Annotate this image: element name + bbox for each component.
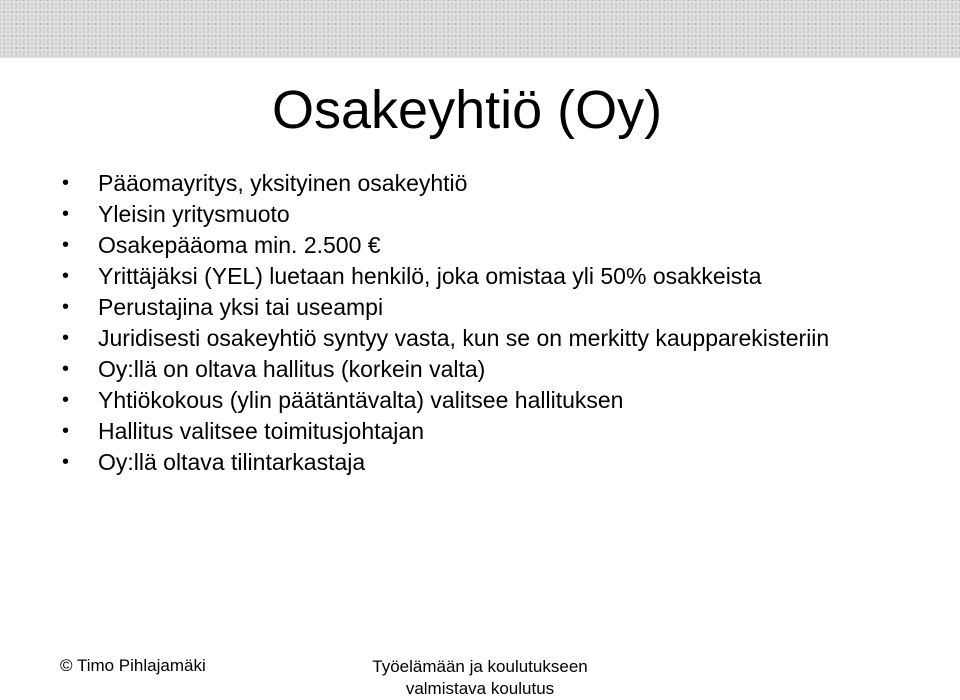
list-item-text: Perustajina yksi tai useampi	[98, 294, 384, 320]
bullet-dot-icon: •	[62, 420, 70, 442]
bullet-dot-icon: •	[62, 451, 70, 473]
slide-title: Osakeyhtiö (Oy)	[272, 80, 663, 140]
list-item	[62, 263, 922, 289]
list-item-text: Hallitus valitsee toimitusjohtajan	[98, 418, 424, 444]
list-item	[62, 449, 922, 475]
list-item-text: Yleisin yritysmuoto	[98, 201, 290, 227]
footer-organization	[350, 656, 610, 700]
list-item	[62, 232, 922, 258]
bullet-dot-icon: •	[62, 296, 70, 318]
bullet-dot-icon: •	[62, 265, 70, 287]
list-item	[62, 418, 922, 444]
list-item	[62, 387, 922, 413]
list-item-text: Oy:llä on oltava hallitus (korkein valta)	[98, 356, 486, 382]
bullet-list	[62, 170, 922, 480]
list-item	[62, 325, 922, 351]
footer-author: © Timo Pihlajamäki	[60, 656, 206, 675]
list-item-text: Yrittäjäksi (YEL) luetaan henkilö, joka omistaa yli 50% osakkeista	[98, 263, 762, 289]
list-item-text: Pääomayritys, yksityinen osakeyhtiö	[98, 170, 468, 196]
list-item-text: Osakepääoma min. 2.500 €	[98, 232, 381, 258]
list-item-text: Juridisesti osakeyhtiö syntyy vasta, kun se on merkitty kaupparekisteriin	[98, 325, 830, 351]
list-item-text: Oy:llä oltava tilintarkastaja	[98, 449, 366, 475]
footer-organization-line: Työelämään ja koulutukseen	[372, 657, 588, 676]
list-item	[62, 201, 922, 227]
bullet-dot-icon: •	[62, 327, 70, 349]
list-item	[62, 356, 922, 382]
list-item	[62, 294, 922, 320]
bullet-dot-icon: •	[62, 172, 70, 194]
bullet-dot-icon: •	[62, 389, 70, 411]
header-bar	[0, 0, 960, 58]
list-item	[62, 170, 922, 196]
bullet-dot-icon: •	[62, 234, 70, 256]
footer-organization-line: valmistava koulutus	[405, 679, 555, 698]
bullet-dot-icon: •	[62, 203, 70, 225]
bullet-dot-icon: •	[62, 358, 70, 380]
list-item-text: Yhtiökokous (ylin päätäntävalta) valitsee hallituksen	[98, 387, 624, 413]
